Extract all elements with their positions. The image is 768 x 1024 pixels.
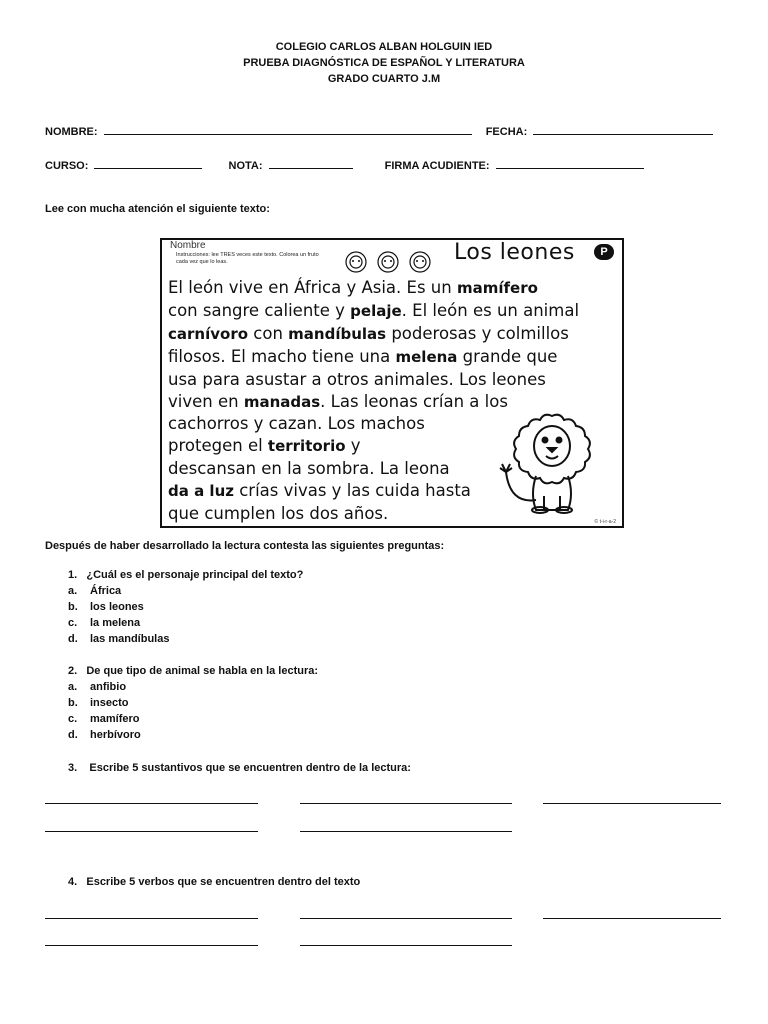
question-4-number: 4. <box>68 876 78 888</box>
question-4 <box>68 876 360 888</box>
nombre-label: NOMBRE: <box>45 126 98 138</box>
fecha-label: FECHA: <box>485 126 528 138</box>
curso-row <box>45 158 647 172</box>
vocabulary-word: manadas <box>243 392 321 411</box>
firma-field[interactable] <box>496 158 644 169</box>
reading-line: protegen el territorio y <box>168 436 361 456</box>
q4-answer-line[interactable] <box>543 918 721 919</box>
question-2 <box>68 665 318 677</box>
q2-option-b[interactable]: b. insecto <box>68 697 129 709</box>
question-1-number: 1. <box>68 569 78 581</box>
reading-line: cachorros y cazan. Los machos <box>168 414 425 434</box>
vocabulary-word: melena <box>395 347 458 366</box>
vocabulary-word: pelaje <box>350 301 402 320</box>
reading-tracker-icon <box>344 250 436 274</box>
q3-answer-line[interactable] <box>300 831 512 832</box>
test-title: PRUEBA DIAGNÓSTICA DE ESPAÑOL Y LITERATURA <box>243 57 525 69</box>
question-2-text: De que tipo de animal se habla en la lectura: <box>86 665 319 677</box>
reading-line: El león vive en África y Asia. Es un mamífero <box>168 278 538 297</box>
vocabulary-word: da a luz <box>168 482 234 501</box>
q1-option-b[interactable]: b. los leones <box>68 601 144 613</box>
nombre-field[interactable] <box>104 124 472 135</box>
question-1 <box>68 569 303 581</box>
reading-copyright: © t-i-r-a-2 <box>594 519 616 525</box>
q1-option-a[interactable]: a. África <box>68 585 122 597</box>
after-reading-text: Después de haber desarrollado la lectura contesta las siguientes preguntas: <box>45 540 445 552</box>
vocabulary-word: mamífero <box>456 279 538 297</box>
reading-instructions: Instrucciones: lee TRES veces este texto. Colorea un fruto cada vez que lo leas. <box>176 252 319 265</box>
reading-title: Los leones <box>454 240 575 265</box>
curso-label: CURSO: <box>45 160 89 172</box>
lion-icon <box>492 410 612 515</box>
reading-line: usa para asustar a otros animales. Los leones <box>168 369 546 389</box>
reading-line: con sangre caliente y pelaje. El león es un animal <box>168 300 580 320</box>
q4-answer-line[interactable] <box>300 945 512 946</box>
reading-image <box>160 238 624 528</box>
q2-option-a[interactable]: a. anfibio <box>68 681 127 693</box>
q2-option-c[interactable]: c. mamífero <box>68 713 140 725</box>
curso-field[interactable] <box>94 158 202 169</box>
intro-text: Lee con mucha atención el siguiente texto: <box>45 203 270 215</box>
nombre-row <box>45 124 716 138</box>
reading-line: que cumplen los dos años. <box>168 504 389 524</box>
q3-answer-line[interactable] <box>300 803 512 804</box>
question-3 <box>68 762 411 774</box>
q1-option-c[interactable]: c. la melena <box>68 617 141 629</box>
reading-line: da a luz crías vivas y las cuida hasta <box>168 481 471 501</box>
reading-line: viven en manadas. Las leonas crían a los <box>168 391 508 411</box>
reading-line: descansan en la sombra. La leona <box>168 459 450 479</box>
q1-option-d[interactable]: d. las mandíbulas <box>68 633 170 645</box>
question-3-number: 3. <box>68 762 78 774</box>
q3-answer-line[interactable] <box>45 803 258 804</box>
grade-label: GRADO CUARTO J.M <box>327 73 441 85</box>
reading-line: carnívoro con mandíbulas poderosas y colmillos <box>168 323 569 343</box>
question-3-text: Escribe 5 sustantivos que se encuentren dentro de la lectura: <box>86 762 411 774</box>
question-1-text: ¿Cuál es el personaje principal del texto? <box>86 569 304 581</box>
fecha-field[interactable] <box>533 124 713 135</box>
q4-answer-line[interactable] <box>45 945 258 946</box>
question-2-number: 2. <box>68 665 78 677</box>
school-name: COLEGIO CARLOS ALBAN HOLGUIN IED <box>275 41 493 53</box>
reading-line: filosos. El macho tiene una melena grande que <box>168 346 558 366</box>
q2-option-d[interactable]: d. herbívoro <box>68 729 141 741</box>
reading-nombre-label: Nombre <box>170 240 206 251</box>
vocabulary-word: territorio <box>267 437 346 456</box>
reading-badge: P <box>594 244 614 260</box>
q4-answer-line[interactable] <box>45 918 258 919</box>
nota-field[interactable] <box>269 158 353 169</box>
vocabulary-word: carnívoro <box>168 324 249 343</box>
firma-label: FIRMA ACUDIENTE: <box>384 160 490 172</box>
nota-label: NOTA: <box>228 160 263 172</box>
q4-answer-line[interactable] <box>300 918 512 919</box>
question-4-text: Escribe 5 verbos que se encuentren dentro del texto <box>86 876 361 888</box>
vocabulary-word: mandíbulas <box>288 324 387 343</box>
q3-answer-line[interactable] <box>543 803 721 804</box>
q3-answer-line[interactable] <box>45 831 258 832</box>
